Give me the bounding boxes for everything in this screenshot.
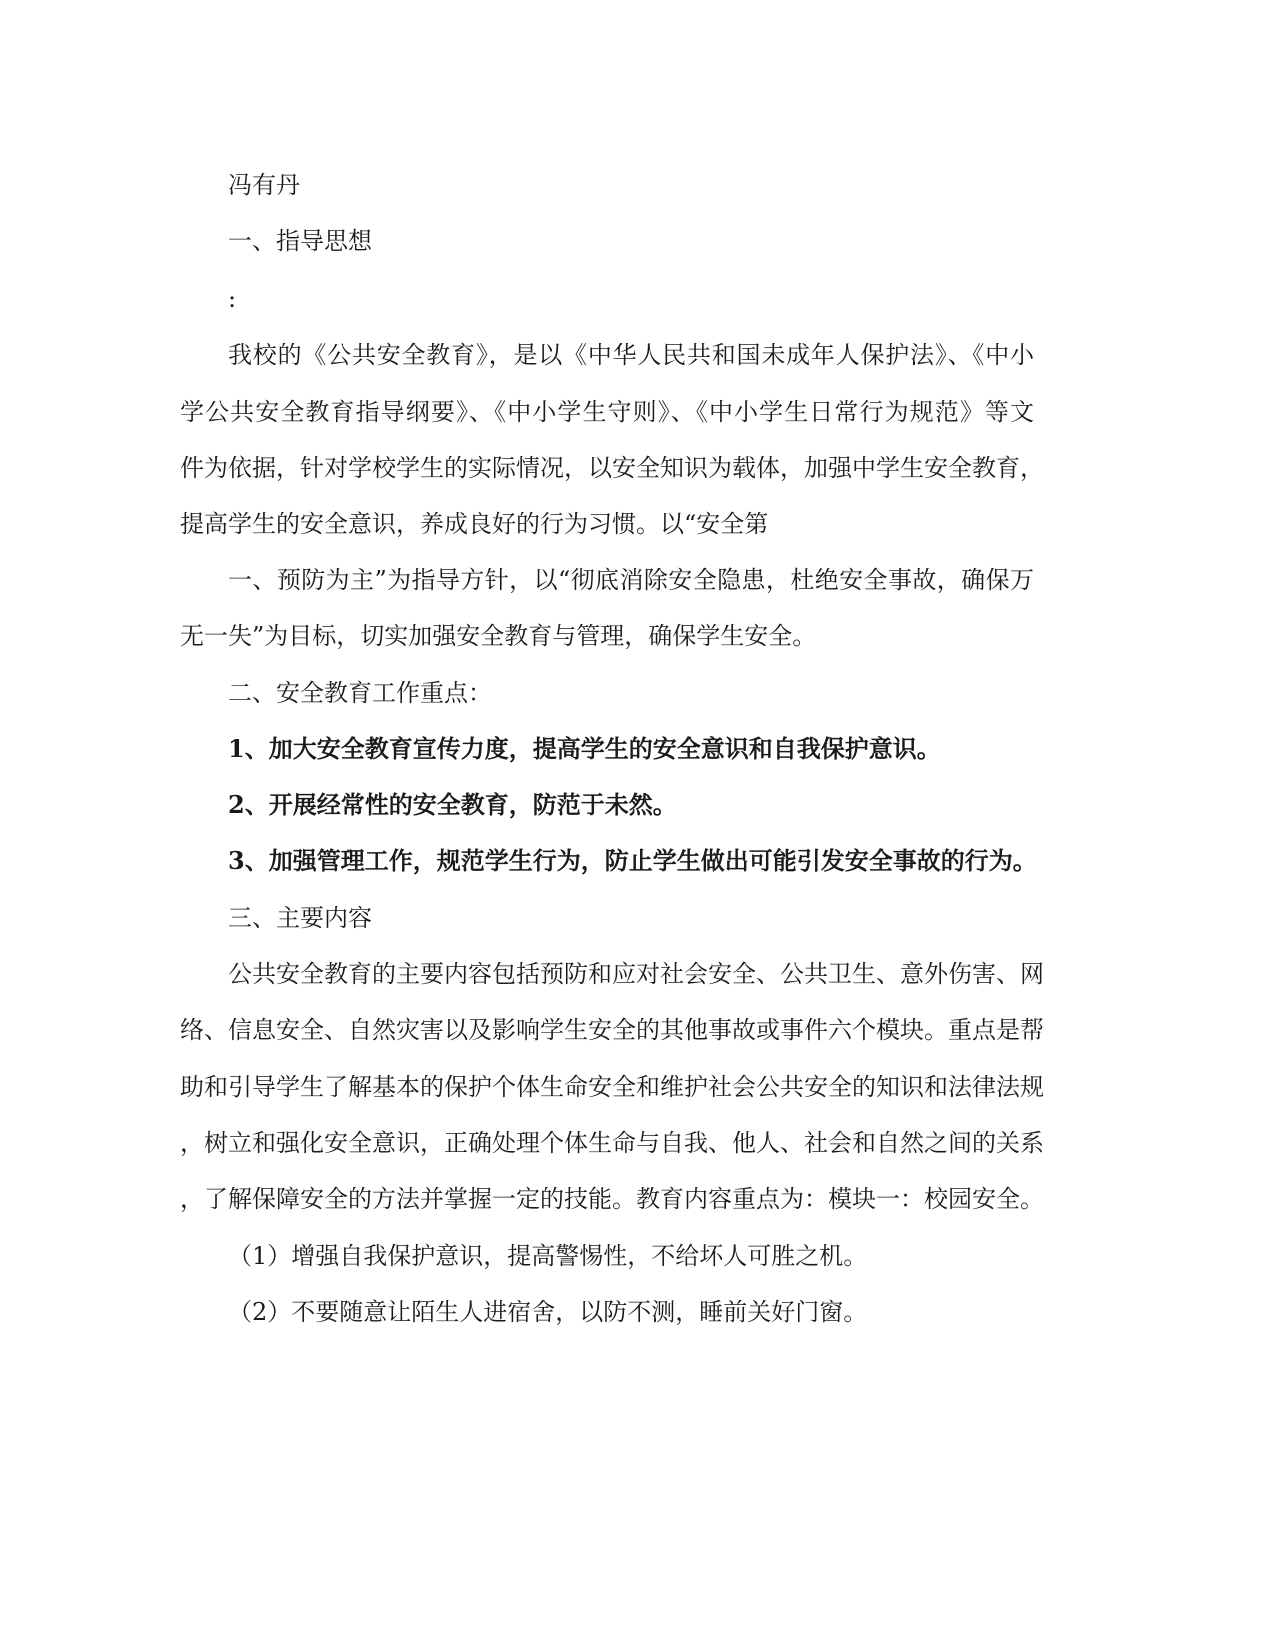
paragraph-line: 件为依据，针对学校学生的实际情况，以安全知识为载体，加强中学生安全教育， [180, 454, 1044, 482]
paragraph-line: 无一失”为目标，切实加强安全教育与管理，确保学生安全。 [180, 622, 817, 650]
list-item: （2）不要随意让陌生人进宿舍，以防不测，睡前关好门窗。 [228, 1298, 868, 1326]
key-point-item: 1、加大安全教育宣传力度，提高学生的安全意识和自我保护意识。 [228, 734, 941, 763]
key-point-item: 3、加强管理工作，规范学生行为，防止学生做出可能引发安全事故的行为。 [228, 846, 1037, 875]
paragraph-line: 一、预防为主”为指导方针，以“彻底消除安全隐患，杜绝安全事故，确保万 [228, 566, 1034, 594]
paragraph-line: 助和引导学生了解基本的保护个体生命安全和维护社会公共安全的知识和法律法规 [180, 1073, 1044, 1101]
section-heading-key-points: 二、安全教育工作重点： [228, 679, 492, 707]
paragraph-line: 提高学生的安全意识，养成良好的行为习惯。以“安全第 [180, 510, 769, 538]
author-name: 冯有丹 [228, 171, 300, 199]
paragraph-line: ，了解保障安全的方法并掌握一定的技能。教育内容重点为：模块一：校园安全。 [180, 1185, 1044, 1213]
list-item: （1）增强自我保护意识，提高警惕性，不给坏人可胜之机。 [228, 1242, 868, 1270]
paragraph-line: 我校的《公共安全教育》，是以《中华人民共和国未成年人保护法》、《中小 [228, 341, 1034, 369]
paragraph-line: 公共安全教育的主要内容包括预防和应对社会安全、公共卫生、意外伤害、网 [228, 960, 1044, 988]
paragraph-line: 学公共安全教育指导纲要》、《中小学生守则》、《中小学生日常行为规范》等文 [180, 398, 1034, 426]
paragraph-line: ，树立和强化安全意识，正确处理个体生命与自我、他人、社会和自然之间的关系 [180, 1129, 1044, 1157]
section-heading-guiding-thought: 一、指导思想 [228, 227, 372, 255]
colon-line: : [228, 285, 237, 313]
section-heading-main-content: 三、主要内容 [228, 904, 372, 932]
paragraph-line: 络、信息安全、自然灾害以及影响学生安全的其他事故或事件六个模块。重点是帮 [180, 1016, 1044, 1044]
key-point-item: 2、开展经常性的安全教育，防范于未然。 [228, 790, 677, 819]
